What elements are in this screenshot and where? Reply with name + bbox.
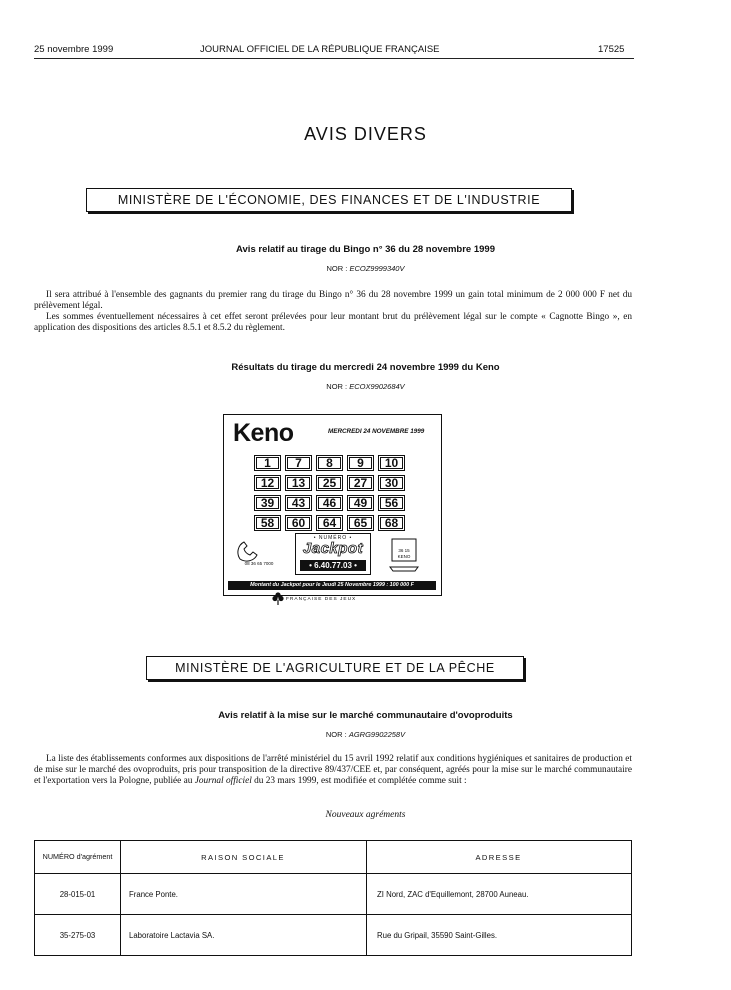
column-header-raison-sociale: RAISON SOCIALE xyxy=(121,841,367,874)
ministry-economy-label: MINISTÈRE DE L'ÉCONOMIE, DES FINANCES ET DE L'INDUSTRIE xyxy=(117,193,541,207)
bingo-paragraph-2: Les sommes éventuellement nécessaires à cet effet seront prélevées pour leur montant brut du prélèvement légal sur le compte « Cagnotte Bingo », en application des dispositions des articles 8.5.1 et 8.5.2 du règlement. xyxy=(34,312,632,333)
keno-number-cell: 60 xyxy=(285,515,312,531)
keno-number-cell: 12 xyxy=(254,475,281,491)
keno-number-cell: 30 xyxy=(378,475,405,491)
keno-number-cell: 10 xyxy=(378,455,405,471)
column-header-numero: NUMÉRO d'agrément xyxy=(35,841,121,874)
keno-number-cell: 13 xyxy=(285,475,312,491)
column-header-adresse: ADRESSE xyxy=(367,841,632,874)
table-header-row xyxy=(35,841,632,874)
keno-number-cell: 56 xyxy=(378,495,405,511)
table-cell-raison-sociale: France Ponte. xyxy=(121,874,367,915)
ovo-nor xyxy=(0,730,731,739)
keno-notice-title: Résultats du tirage du mercredi 24 novembre 1999 du Keno xyxy=(231,362,500,373)
jackpot-word: Jackpot xyxy=(302,540,364,557)
jackpot-box xyxy=(295,533,371,575)
page-number: 17525 xyxy=(598,44,625,55)
header-rule xyxy=(34,58,634,59)
ovo-paragraph-end: du 23 mars 1999, est modifiée et complétée comme suit : xyxy=(254,775,467,786)
header-date: 25 novembre 1999 xyxy=(34,44,114,55)
keno-number-cell: 25 xyxy=(316,475,343,491)
table-cell-raison-sociale: Laboratoire Lactavia SA. xyxy=(121,915,367,956)
ministry-agriculture-box xyxy=(146,656,524,680)
ovo-paragraph xyxy=(34,754,632,786)
ovo-subheading: Nouveaux agréments xyxy=(325,810,406,820)
nor-code: AGRG9902258V xyxy=(348,730,406,739)
fdj-footer-text: FRANÇAISE DES JEUX xyxy=(286,597,357,602)
keno-number-cell: 46 xyxy=(316,495,343,511)
ministry-economy-box xyxy=(86,188,572,212)
ministry-agriculture-label: MINISTÈRE DE L'AGRICULTURE ET DE LA PÊCHE xyxy=(175,661,495,675)
clover-logo-icon xyxy=(272,592,284,606)
ovo-notice-title: Avis relatif à la mise sur le marché communautaire d'ovoproduits xyxy=(218,710,513,721)
table-cell-numero: 35-275-03 xyxy=(35,915,121,956)
keno-number-cell: 58 xyxy=(254,515,281,531)
keno-nor xyxy=(0,382,731,391)
keno-number-cell: 8 xyxy=(316,455,343,471)
keno-number-cell: 43 xyxy=(285,495,312,511)
keno-logo: Keno xyxy=(233,419,294,447)
keno-number-cell: 1 xyxy=(254,455,281,471)
keno-number-cell: 7 xyxy=(285,455,312,471)
bingo-paragraph-1: Il sera attribué à l'ensemble des gagnants du premier rang du tirage du Bingo n° 36 du 28 novembre 1999 un gain total minimum de 2 000 000 F net du prélèvement légal. xyxy=(34,290,632,311)
keno-number-cell: 68 xyxy=(378,515,405,531)
nor-code: ECOZ9999340V xyxy=(349,264,405,273)
keno-number-cell: 64 xyxy=(316,515,343,531)
table-cell-adresse: Rue du Gripail, 35590 Saint-Gilles. xyxy=(367,915,632,956)
nor-code: ECOX9902684V xyxy=(349,382,405,391)
bingo-nor xyxy=(0,264,731,273)
bingo-notice-title: Avis relatif au tirage du Bingo n° 36 du 28 novembre 1999 xyxy=(236,244,495,255)
phone-number-text: 08 36 65 7000 xyxy=(244,561,274,566)
keno-number-cell: 49 xyxy=(347,495,374,511)
section-title: AVIS DIVERS xyxy=(304,124,427,144)
table-row xyxy=(35,915,632,956)
keno-number-cell: 65 xyxy=(347,515,374,531)
jackpot-caption: • NUMÉRO • xyxy=(313,535,353,541)
nor-label: NOR : xyxy=(325,730,347,739)
table-cell-adresse: ZI Nord, ZAC d'Equillemont, 28700 Auneau. xyxy=(367,874,632,915)
ovo-paragraph-journal: Journal officiel xyxy=(194,775,252,786)
keno-number-cell: 27 xyxy=(347,475,374,491)
keno-number-grid xyxy=(254,455,405,531)
minitel-text: 36 15 KENO xyxy=(397,548,411,559)
agrements-table xyxy=(34,840,632,956)
jackpot-banner: Montant du Jackpot pour le Jeudi 25 Novembre 1999 : 100 000 F xyxy=(228,581,436,590)
keno-number-cell: 39 xyxy=(254,495,281,511)
table-row xyxy=(35,874,632,915)
keno-draw-date: MERCREDI 24 NOVEMBRE 1999 xyxy=(328,428,425,435)
table-cell-numero: 28-015-01 xyxy=(35,874,121,915)
journal-title: JOURNAL OFFICIEL DE LA RÉPUBLIQUE FRANÇAISE xyxy=(200,44,440,55)
keno-number-cell: 9 xyxy=(347,455,374,471)
jackpot-number: • 6.40.77.03 • xyxy=(300,560,366,571)
keno-results-card xyxy=(223,414,442,596)
ovo-paragraph-start: La liste des établissements conformes aux dispositions de l'arrêté ministériel du 15 avril 1992 relatif aux conditions hygiéniques et sanitaires de production et de mise sur le marché des ovoproduits, pris pour transposition de la directive 89/437/CEE et, par conséquent, agréés pour la mise sur le marché communautaire et l'exportation vers la Pologne, publiée au xyxy=(34,754,632,786)
nor-label: NOR : xyxy=(326,264,348,273)
nor-label: NOR : xyxy=(326,382,348,391)
